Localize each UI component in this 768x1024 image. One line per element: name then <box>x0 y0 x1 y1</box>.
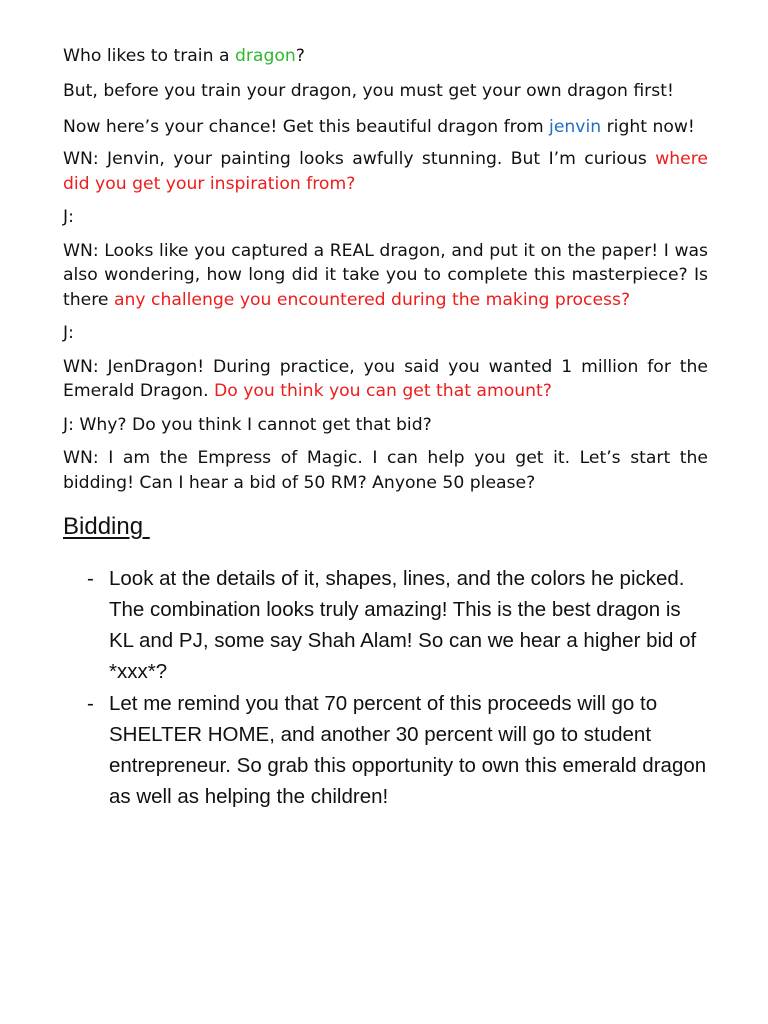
intro-line-3 <box>63 112 708 143</box>
dialogue-wn-4: WN: I am the Empress of Magic. I can help you get it. Let’s start the bidding! Can I hear a bid of 50 RM? Anyone 50 please? <box>63 448 708 493</box>
dialogue-j-3: J: Why? Do you think I cannot get that bid? <box>63 414 432 435</box>
jenvin-highlight: jenvin <box>549 117 602 137</box>
intro-question <box>63 44 708 69</box>
bullet-marker: - <box>87 692 94 715</box>
intro-question-end: ? <box>295 46 305 66</box>
dialogue-j-2: J: <box>63 323 74 343</box>
dialogue-wn-1 <box>63 147 708 196</box>
bidding-item-1-text: Look at the details of it, shapes, lines, and the colors he picked. The combination looks truly amazing! This is the best dragon is KL and PJ, some say Shah Alam! So can we hear a higher bid of *xxx*? <box>109 567 697 683</box>
dialogue-wn-1-highlight: where did you get your inspiration from? <box>63 149 708 194</box>
dragon-highlight: dragon <box>234 46 296 66</box>
bidding-item-2 <box>63 688 708 812</box>
dialogue-wn-2-highlight: any challenge you encountered during the making process? <box>113 289 631 310</box>
intro-line-2: But, before you train your dragon, you must get your own dragon first! <box>63 80 674 101</box>
bidding-item-2-text: Let me remind you that 70 percent of this proceeds will go to SHELTER HOME, and another 30 percent will go to student entrepreneur. So grab this opportunity to own this emerald dragon as well as helping the children! <box>109 692 707 808</box>
dialogue-wn-3-text: WN: JenDragon! During practice, you said you wanted 1 million for the Emerald Dragon. <box>63 356 708 401</box>
dialogue-wn-2 <box>63 239 708 313</box>
bidding-list <box>63 563 708 812</box>
bidding-item-1 <box>63 563 708 687</box>
bullet-marker: - <box>87 567 94 590</box>
dialogue-wn-3 <box>63 355 708 404</box>
intro-question-text: Who likes to train a <box>63 46 235 66</box>
dialogue-j-1: J: <box>63 207 74 227</box>
document-page <box>63 44 708 813</box>
bidding-heading: Bidding <box>63 513 150 540</box>
intro-line-3-text: Now here’s your chance! Get this beautiful dragon from <box>63 117 550 137</box>
intro-line-3-end: right now! <box>601 117 695 137</box>
dialogue-wn-2-text: WN: Looks like you captured a REAL dragon, and put it on the paper! I was also wondering, how long did it take you to complete this masterpiece? Is there <box>63 240 708 310</box>
dialogue-wn-3-highlight: Do you think you can get that amount? <box>214 381 552 401</box>
dialogue-wn-1-text: WN: Jenvin, your painting looks awfully stunning. But I’m curious <box>63 149 656 169</box>
